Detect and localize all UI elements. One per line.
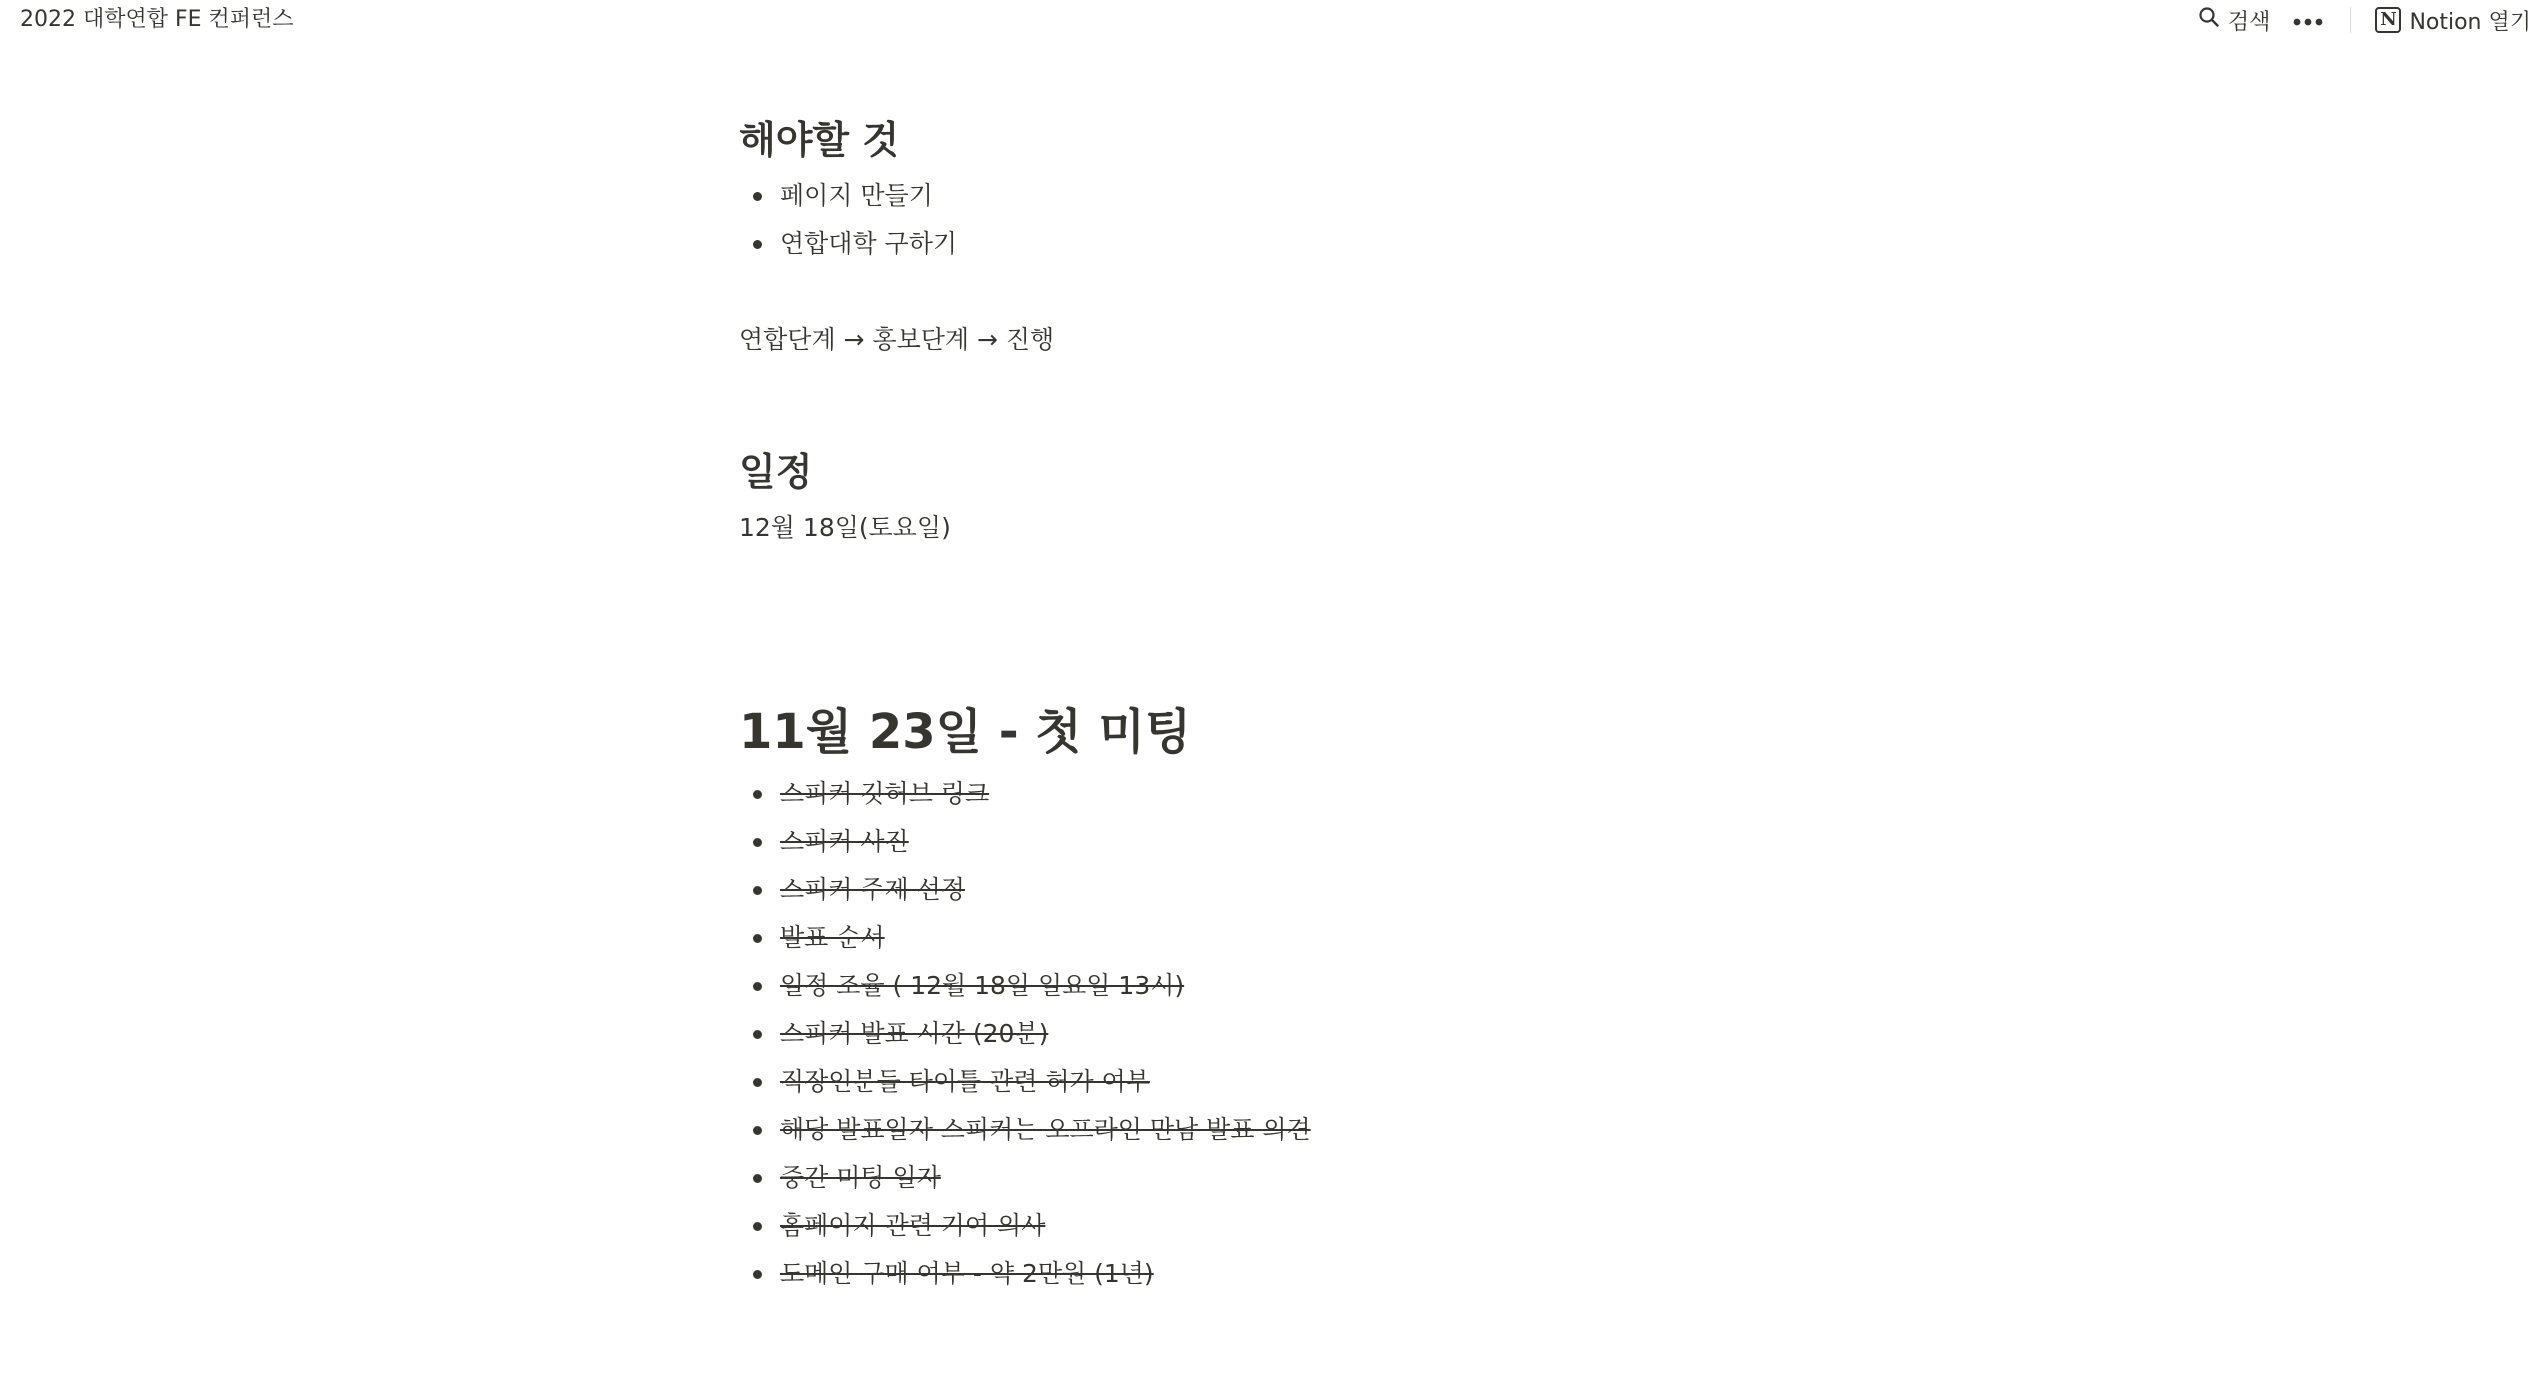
toolbar-divider [2350, 7, 2351, 33]
list-item: 해당 발표일자 스피커는 오프라인 만남 발표 의견 [739, 1106, 1311, 1154]
flow-text: 연합단계 → 홍보단계 → 진행 [739, 325, 1055, 354]
list-item: 스피커 사진 [739, 818, 1311, 866]
search-icon [2198, 6, 2220, 34]
search-label: 검색 [2227, 9, 2271, 35]
notion-logo-icon: N [2375, 7, 2401, 33]
meeting-heading: 11월 23일 - 첫 미팅 [739, 704, 1192, 760]
top-actions [2198, 2, 2531, 38]
schedule-heading: 일정 [739, 450, 813, 494]
list-item: 도메인 구매 여부 - 약 2만원 (1년) [739, 1250, 1311, 1298]
list-item: 홈페이지 관련 기여 의사 [739, 1202, 1311, 1250]
list-item: 스피커 주제 선정 [739, 866, 1311, 914]
list-item: 스피커 깃허브 링크 [739, 770, 1311, 818]
list-item: 연합대학 구하기 [739, 220, 957, 268]
list-item: 중간 미팅 일자 [739, 1154, 1311, 1202]
list-item: 발표 순서 [739, 914, 1311, 962]
open-in-notion-label: Notion 열기 [2409, 9, 2531, 35]
todo-heading: 해야할 것 [739, 118, 900, 162]
more-options-button[interactable] [2290, 5, 2326, 35]
list-item: 일정 조율 ( 12월 18일 일요일 13시) [739, 962, 1311, 1010]
search-button[interactable] [2198, 5, 2271, 36]
ellipsis-icon [2293, 11, 2323, 30]
list-item: 페이지 만들기 [739, 172, 957, 220]
open-in-notion-button[interactable] [2375, 5, 2531, 36]
top-bar [0, 0, 2531, 40]
schedule-date: 12월 18일(토요일) [739, 513, 951, 542]
list-item: 직장인분들 타이틀 관련 허가 여부 [739, 1058, 1311, 1106]
list-item: 스피커 발표 시간 (20분) [739, 1010, 1311, 1058]
breadcrumb-page-title[interactable]: 2022 대학연합 FE 컨퍼런스 [20, 7, 294, 32]
todo-list [739, 172, 957, 268]
meeting-checklist [739, 770, 1311, 1298]
